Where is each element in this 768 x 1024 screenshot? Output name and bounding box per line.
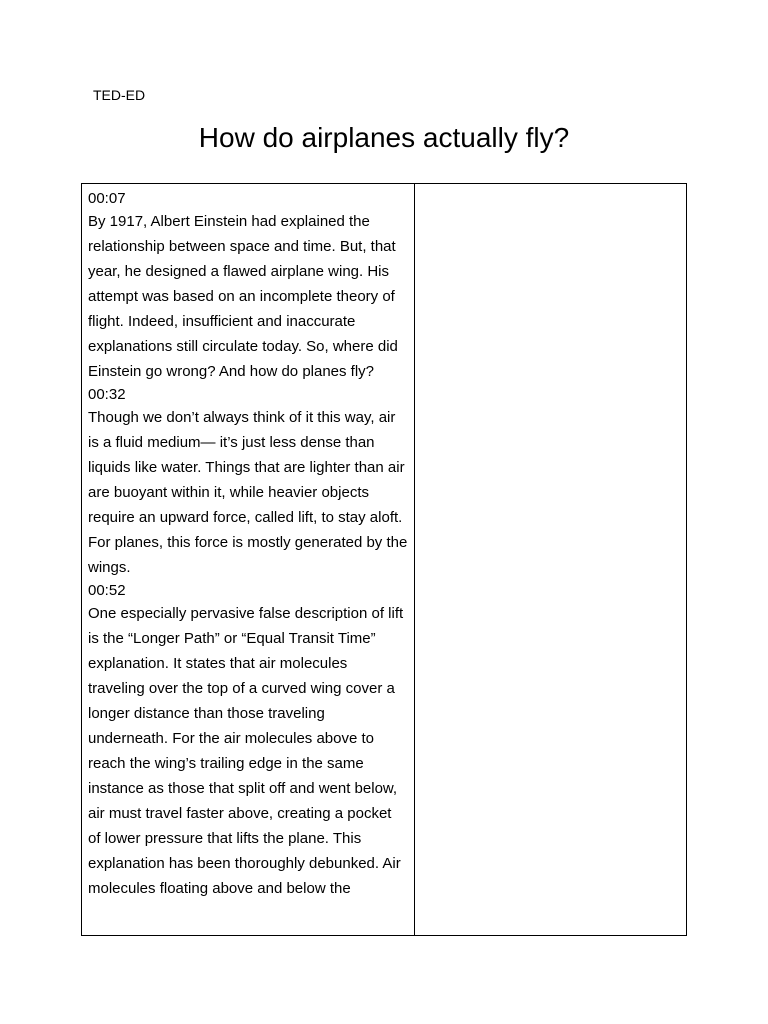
transcript-paragraph: One especially pervasive false description of lift is the “Longer Path” or “Equal Transit Time” explanation. It states that air molecules traveling over the top of a curved wing cover a longer distance than those traveling underneath. For the air molecules above to reach the wing’s trailing edge in the same instance as those that split off and went below, air must travel faster above, creating a pocket of lower pressure that lifts the plane. This explanation has been thoroughly debunked. Air molecules floating above and below the	[88, 605, 404, 897]
timestamp[interactable]: 00:32	[88, 386, 126, 403]
transcript-text-column	[82, 184, 415, 935]
transcript-paragraph: By 1917, Albert Einstein had explained the relationship between space and time. But, that year, he designed a flawed airplane wing. His attempt was based on an incomplete theory of flight. Indeed, insufficient and inaccurate explanations still circulate today. So, where did Einstein go wrong? And how do planes fly?	[88, 213, 398, 380]
source-label: TED-ED	[93, 87, 146, 103]
notes-column	[415, 184, 686, 935]
timestamp[interactable]: 00:07	[88, 190, 126, 207]
page-title: How do airplanes actually fly?	[198, 122, 570, 153]
transcript-paragraph: Though we don’t always think of it this way, air is a fluid medium— it’s just less dense than liquids like water. Things that are lighter than air are buoyant within it, while heavier objects require an upward force, called lift, to stay aloft. For planes, this force is mostly generated by the wings.	[88, 409, 408, 576]
timestamp[interactable]: 00:52	[88, 582, 126, 599]
transcript-table	[81, 183, 687, 936]
